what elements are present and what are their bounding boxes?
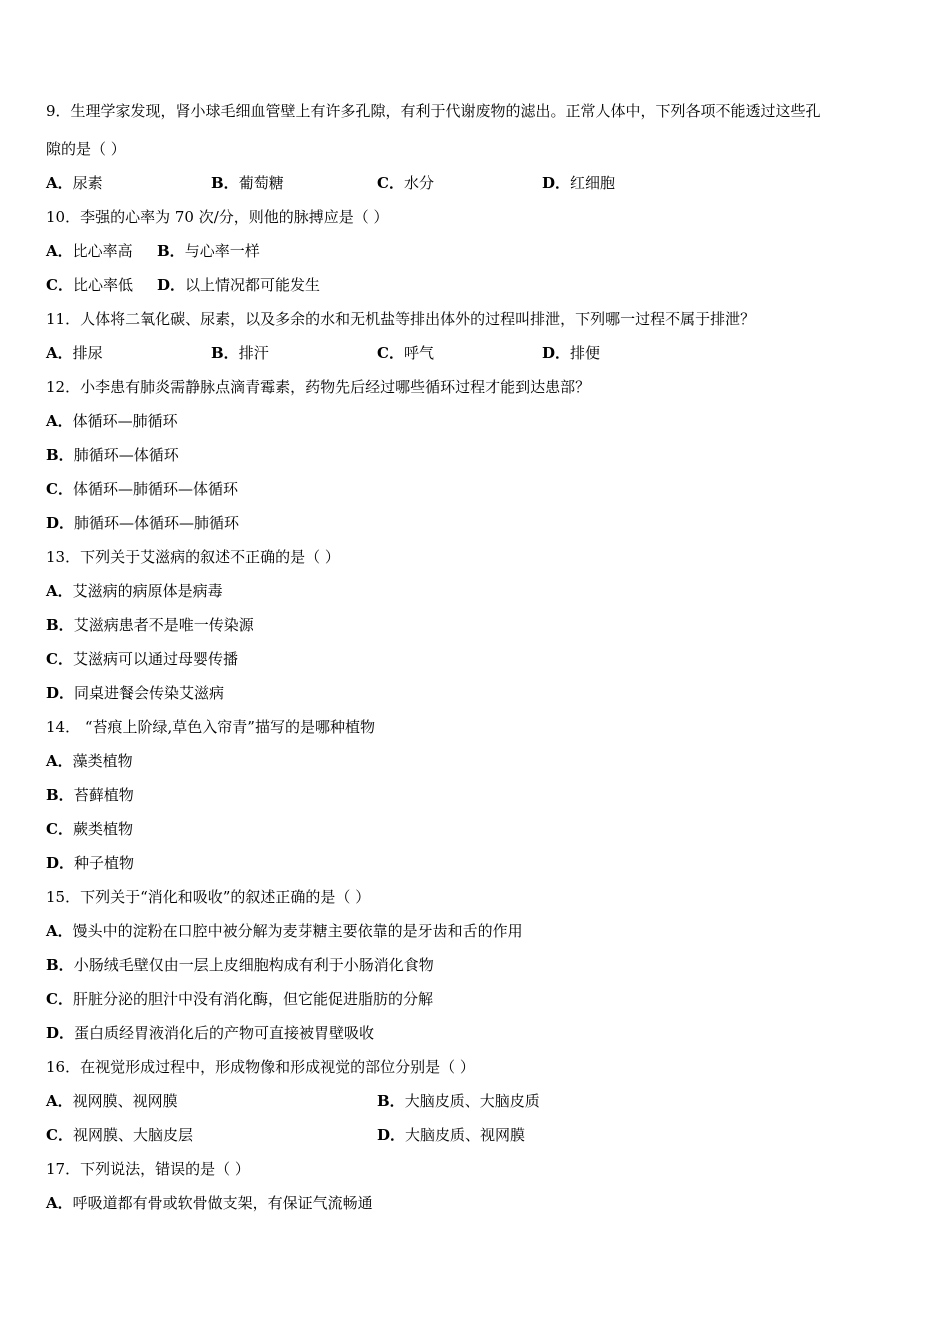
question-14-option-d [46, 853, 134, 873]
option-label: A． [46, 174, 73, 192]
question-10-option-b [157, 241, 260, 261]
option-label: A． [46, 344, 73, 362]
option-label: B． [157, 242, 185, 260]
question-10-option-d [157, 275, 320, 295]
question-16-option-b [377, 1091, 540, 1111]
question-13-option-c [46, 649, 238, 669]
question-16-option-d [377, 1125, 525, 1145]
question-14-option-a [46, 751, 133, 771]
question-9-option-b [211, 173, 284, 193]
option-text: 小肠绒毛壁仅由一层上皮细胞构成有利于小肠消化食物 [73, 956, 434, 974]
option-label: B． [377, 1092, 405, 1110]
option-text: 比心率高 [72, 242, 133, 260]
option-label: C． [46, 990, 73, 1008]
option-label: A． [46, 1092, 73, 1110]
option-text: 体循环—肺循环 [72, 412, 178, 430]
question-13-option-d [46, 683, 224, 703]
option-text: 藻类植物 [72, 752, 133, 770]
question-9-option-d [542, 173, 615, 193]
question-16-option-a [46, 1091, 178, 1111]
option-label: A． [46, 1194, 73, 1212]
option-label: A． [46, 752, 73, 770]
question-9-option-c [377, 173, 434, 193]
option-label: C． [377, 344, 404, 362]
option-text: 排尿 [72, 344, 103, 362]
question-11-stem: 11．人体将二氧化碳、尿素，以及多余的水和无机盐等排出体外的过程叫排泄，下列哪一过程不属于排泄？ [46, 310, 756, 328]
option-label: B． [211, 174, 239, 192]
option-text: 苔藓植物 [73, 786, 134, 804]
question-14-option-c [46, 819, 133, 839]
option-label: B． [211, 344, 239, 362]
question-10-option-a [46, 241, 133, 261]
question-13-option-b [46, 615, 254, 635]
option-text: 视网膜、视网膜 [72, 1092, 178, 1110]
option-text: 呼气 [403, 344, 434, 362]
option-label: D． [46, 854, 75, 872]
option-label: D． [46, 684, 75, 702]
option-text: 比心率低 [72, 276, 133, 294]
question-17-stem: 17．下列说法，错误的是（ ） [46, 1160, 250, 1178]
option-text: 肺循环—体循环 [73, 446, 179, 464]
option-label: D． [46, 514, 75, 532]
option-text: 艾滋病可以通过母婴传播 [72, 650, 238, 668]
option-label: A． [46, 582, 73, 600]
question-12-stem: 12．小李患有肺炎需静脉点滴青霉素，药物先后经过哪些循环过程才能到达患部？ [46, 378, 591, 396]
question-9-option-a [46, 173, 103, 193]
option-label: D． [542, 174, 571, 192]
option-label: D． [46, 1024, 75, 1042]
option-text: 艾滋病患者不是唯一传染源 [73, 616, 254, 634]
question-11-option-b [211, 343, 269, 363]
option-label: C． [377, 174, 404, 192]
option-text: 馒头中的淀粉在口腔中被分解为麦芽糖主要依靠的是牙齿和舌的作用 [72, 922, 523, 940]
option-label: D． [157, 276, 186, 294]
question-12-option-d [46, 513, 239, 533]
option-text: 排汗 [238, 344, 269, 362]
question-13-stem: 13．下列关于艾滋病的叙述不正确的是（ ） [46, 548, 340, 566]
option-label: D． [542, 344, 571, 362]
question-10-option-c [46, 275, 133, 295]
option-text: 以上情况都可能发生 [185, 276, 321, 294]
option-text: 同桌进餐会传染艾滋病 [74, 684, 225, 702]
option-text: 艾滋病的病原体是病毒 [72, 582, 223, 600]
option-label: B． [46, 956, 74, 974]
option-text: 红细胞 [570, 174, 616, 192]
question-11-option-d [542, 343, 600, 363]
option-text: 肺循环—体循环—肺循环 [74, 514, 240, 532]
question-16-option-c [46, 1125, 193, 1145]
question-14-stem: 14． “苔痕上阶绿,草色入帘青”描写的是哪种植物 [46, 718, 375, 736]
option-text: 大脑皮质、视网膜 [405, 1126, 526, 1144]
option-label: C． [46, 820, 73, 838]
option-text: 蛋白质经胃液消化后的产物可直接被胃壁吸收 [74, 1024, 375, 1042]
question-12-option-a [46, 411, 178, 431]
question-15-option-b [46, 955, 434, 975]
option-text: 种子植物 [74, 854, 135, 872]
option-text: 体循环—肺循环—体循环 [72, 480, 238, 498]
option-label: B． [46, 446, 74, 464]
question-9-stem-line2: 隙的是（ ） [46, 140, 126, 158]
option-text: 与心率一样 [184, 242, 260, 260]
option-text: 肝脏分泌的胆汁中没有消化酶，但它能促进脂肪的分解 [72, 990, 433, 1008]
option-label: D． [377, 1126, 406, 1144]
option-text: 排便 [570, 344, 601, 362]
question-11-option-c [377, 343, 434, 363]
option-label: A． [46, 242, 73, 260]
option-label: C． [46, 480, 73, 498]
option-label: B． [46, 786, 74, 804]
question-15-option-c [46, 989, 433, 1009]
question-14-option-b [46, 785, 134, 805]
question-12-option-c [46, 479, 238, 499]
option-text: 视网膜、大脑皮层 [72, 1126, 193, 1144]
option-label: A． [46, 922, 73, 940]
question-13-option-a [46, 581, 223, 601]
question-16-stem: 16．在视觉形成过程中，形成物像和形成视觉的部位分别是（ ） [46, 1058, 475, 1076]
question-12-option-b [46, 445, 179, 465]
option-label: B． [46, 616, 74, 634]
option-label: A． [46, 412, 73, 430]
option-text: 水分 [403, 174, 434, 192]
question-15-stem: 15．下列关于“消化和吸收”的叙述正确的是（ ） [46, 888, 371, 906]
question-10-stem: 10．李强的心率为 70 次/分，则他的脉搏应是（ ） [46, 208, 389, 226]
question-17-option-a [46, 1193, 373, 1213]
option-text: 呼吸道都有骨或软骨做支架，有保证气流畅通 [72, 1194, 373, 1212]
question-15-option-a [46, 921, 523, 941]
question-15-option-d [46, 1023, 374, 1043]
option-label: C． [46, 1126, 73, 1144]
option-label: C． [46, 650, 73, 668]
option-text: 尿素 [72, 174, 103, 192]
question-11-option-a [46, 343, 103, 363]
question-9-stem-line1: 9．生理学家发现，肾小球毛细血管壁上有许多孔隙，有利于代谢废物的滤出。正常人体中，下列各项不能透过这些孔 [46, 102, 821, 120]
option-text: 大脑皮质、大脑皮质 [404, 1092, 540, 1110]
option-text: 葡萄糖 [238, 174, 284, 192]
option-text: 蕨类植物 [72, 820, 133, 838]
option-label: C． [46, 276, 73, 294]
